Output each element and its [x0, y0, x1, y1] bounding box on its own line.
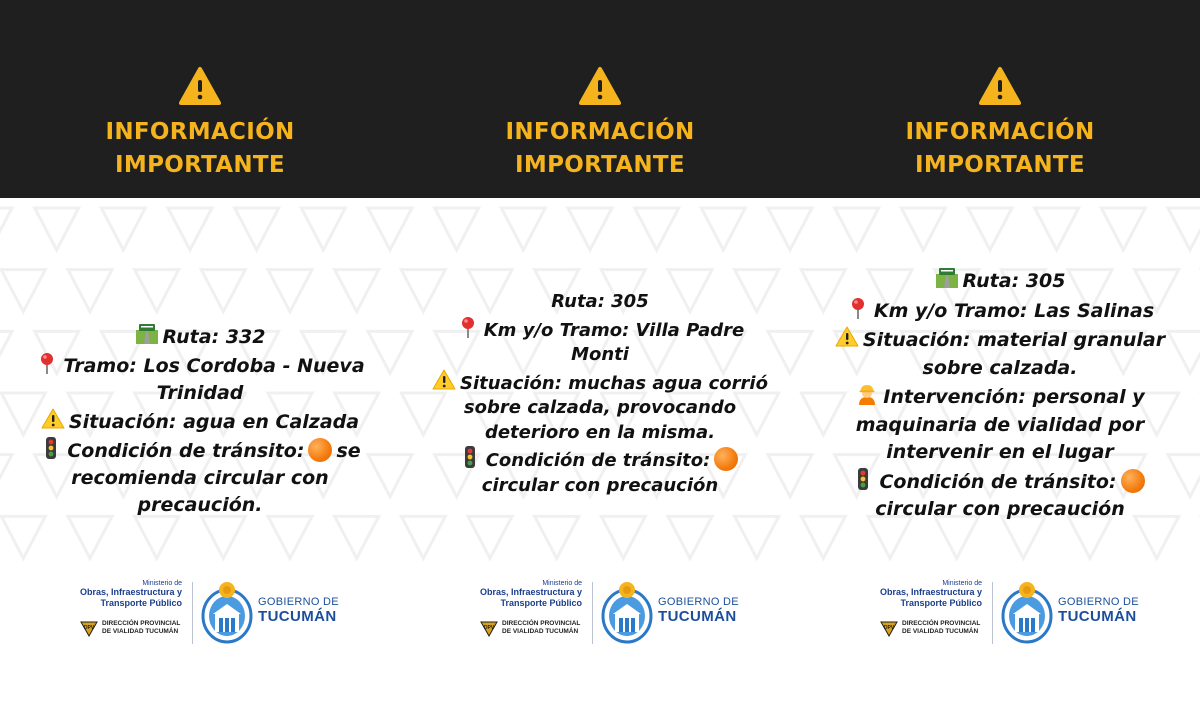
info-line: [0, 436, 400, 465]
info-line: [0, 407, 400, 436]
info-line: [400, 290, 800, 315]
dpv-watermark-mark: [101, 208, 145, 250]
dpv-watermark-mark: [701, 208, 745, 250]
road-info-text: [400, 290, 800, 498]
info-line: [400, 315, 800, 344]
info-line: [400, 421, 800, 446]
info-card-3: [800, 0, 1200, 714]
dpv-watermark-mark: [301, 208, 345, 250]
dpv-watermark-mark: [335, 270, 379, 312]
info-line-text: Ruta: 305: [551, 291, 649, 312]
dpv-watermark-mark: [335, 516, 379, 558]
footer-divider: [192, 582, 193, 644]
svg-text:DPV: DPV: [883, 625, 895, 631]
info-card-1: [0, 0, 400, 714]
info-line: [800, 296, 1200, 326]
info-line-text: sobre calzada.: [922, 356, 1078, 379]
dpv-watermark-mark: [601, 516, 645, 558]
construction-worker-icon: [855, 382, 879, 406]
warning-icon: [41, 407, 65, 431]
dpv-name-line1: DIRECCIÓN PROVINCIAL: [102, 620, 181, 627]
tucuman-shield-icon: [1000, 578, 1054, 644]
dpv-watermark-mark: [468, 516, 512, 558]
round-pushpin-icon: [456, 315, 480, 339]
round-pushpin-icon: [35, 351, 59, 375]
orange-circle-icon: [1121, 469, 1145, 493]
info-line: [0, 322, 400, 351]
dpv-watermark-mark: [668, 516, 712, 558]
warning-icon: [179, 66, 221, 106]
dpv-watermark-mark: [68, 270, 112, 312]
ministry-block: [462, 580, 582, 609]
footer-divider: [992, 582, 993, 644]
dpv-watermark-mark: [68, 516, 112, 558]
info-line-text: sobre calzada, provocando: [463, 397, 737, 418]
government-footer: [800, 576, 1200, 646]
dpv-watermark-mark: [435, 208, 479, 250]
orange-circle-icon: [714, 447, 738, 471]
road-info-text: [0, 322, 400, 519]
dpv-name: [102, 620, 180, 636]
header-title-line1: INFORMACIÓN: [105, 119, 295, 145]
dpv-name-line2: DE VIALIDAD TUCUMÁN: [502, 628, 579, 635]
info-line-text: circular con precaución: [875, 498, 1125, 520]
ministry-small-label: Ministerio de: [142, 580, 182, 587]
dpv-watermark-mark: [268, 270, 312, 312]
dpv-watermark-mark: [1035, 208, 1079, 250]
info-line-text: recomienda circular con: [71, 467, 329, 489]
dpv-watermark-mark: [268, 516, 312, 558]
dpv-watermark-mark: [1, 516, 45, 558]
header-title-line1: INFORMACIÓN: [505, 119, 695, 145]
dpv-watermark-mark: [835, 208, 879, 250]
dpv-watermark-mark: [235, 208, 279, 250]
ministry-name-line2: Transporte Público: [100, 598, 182, 608]
dpv-watermark-mark: [168, 208, 212, 250]
info-line: [800, 439, 1200, 467]
info-line-text: Km y/o Tramo: Las Salinas: [873, 299, 1155, 322]
government-footer: [400, 576, 800, 646]
info-line: [800, 382, 1200, 412]
ministry-name-line2: Transporte Público: [500, 598, 582, 608]
motorway-icon: [935, 266, 959, 290]
government-label: GOBIERNO DE: [258, 596, 339, 608]
dpv-watermark-mark: [568, 208, 612, 250]
dpv-watermark-mark: [368, 208, 400, 250]
dpv-watermark-mark: [35, 208, 79, 250]
dpv-name: [502, 620, 580, 636]
info-line-text: Condición de tránsito:: [67, 440, 305, 462]
ministry-name-line1: Obras, Infraestructura y: [79, 587, 182, 597]
info-line: [400, 474, 800, 499]
info-line-text: Situación: material granular: [862, 329, 1166, 351]
government-name: [258, 596, 339, 626]
info-line: [800, 412, 1200, 440]
dpv-watermark-mark: [201, 516, 245, 558]
ministry-name-line1: Obras, Infraestructura y: [879, 587, 982, 597]
vertical-traffic-light-icon: [39, 436, 63, 460]
card-header: [400, 0, 800, 198]
info-line-text: Situación: agua en Calzada: [68, 411, 360, 433]
government-label: GOBIERNO DE: [1058, 596, 1139, 608]
info-line-text: Km y/o Tramo: Villa Padre: [483, 319, 745, 341]
ministry-small-label: Ministerio de: [542, 580, 582, 587]
card-header: [0, 0, 400, 198]
info-line: [800, 325, 1200, 355]
header-title-line1: INFORMACIÓN: [905, 119, 1095, 145]
province-name: TUCUMÁN: [258, 608, 337, 625]
orange-circle-icon: [308, 438, 332, 462]
info-line-text: Tramo: Los Cordoba - Nueva: [63, 355, 365, 377]
dpv-watermark-mark: [135, 516, 179, 558]
tucuman-shield-icon: [600, 578, 654, 644]
dpv-watermark-mark: [135, 270, 179, 312]
dpv-name-line2: DE VIALIDAD TUCUMÁN: [902, 628, 979, 635]
info-line: [400, 445, 800, 474]
info-line: [0, 492, 400, 519]
government-footer: [0, 576, 400, 646]
info-line: [800, 355, 1200, 383]
info-line: [800, 266, 1200, 296]
ministry-block: [62, 580, 182, 609]
dpv-watermark-mark: [968, 208, 1012, 250]
info-line-text: circular con precaución: [481, 474, 719, 496]
info-line-text-after: se: [336, 440, 361, 462]
info-line-text: intervenir en el lugar: [886, 441, 1114, 463]
province-name: TUCUMÁN: [658, 608, 737, 625]
dpv-name-line2: DE VIALIDAD TUCUMÁN: [102, 628, 179, 635]
dpv-name: [902, 620, 980, 636]
info-line: [0, 465, 400, 492]
info-line: [800, 467, 1200, 497]
info-line-text: Situación: muchas agua corrió: [460, 372, 768, 394]
warning-icon: [979, 66, 1021, 106]
road-info-text: [800, 266, 1200, 524]
dpv-watermark-mark: [535, 516, 579, 558]
dpv-watermark-mark: [1168, 208, 1200, 250]
dpv-logo-icon: [880, 621, 898, 637]
ministry-name-line1: Obras, Infraestructura y: [479, 587, 582, 597]
info-line: [400, 343, 800, 368]
info-line-text: Intervención: personal y: [883, 386, 1145, 408]
card-header: [800, 0, 1200, 198]
info-line-text: maquinaria de vialidad por: [855, 413, 1145, 436]
dpv-watermark-mark: [401, 516, 445, 558]
dpv-block: [480, 620, 590, 640]
svg-text:DPV: DPV: [483, 625, 495, 631]
dpv-watermark-mark: [1101, 208, 1145, 250]
dpv-watermark-mark: [800, 208, 812, 250]
header-title-line2: IMPORTANTE: [115, 152, 285, 178]
footer-divider: [592, 582, 593, 644]
government-label: GOBIERNO DE: [658, 596, 739, 608]
vertical-traffic-light-icon: [458, 445, 482, 469]
ministry-small-label: Ministerio de: [942, 580, 982, 587]
info-line: [400, 368, 800, 397]
government-name: [1058, 596, 1139, 626]
dpv-watermark-mark: [768, 208, 800, 250]
dpv-watermark-mark: [201, 270, 245, 312]
tucuman-shield-icon: [200, 578, 254, 644]
dpv-watermark-mark: [735, 516, 779, 558]
dpv-watermark-mark: [901, 208, 945, 250]
info-card-2: [400, 0, 800, 714]
round-pushpin-icon: [846, 296, 870, 320]
warning-icon: [835, 325, 859, 349]
dpv-name-line1: DIRECCIÓN PROVINCIAL: [502, 620, 581, 627]
info-line-text: Ruta: 332: [162, 326, 266, 348]
dpv-name-line1: DIRECCIÓN PROVINCIAL: [902, 620, 981, 627]
info-line-text: Ruta: 305: [962, 270, 1066, 292]
government-name: [658, 596, 739, 626]
info-line: [0, 351, 400, 380]
info-line-text: Condición de tránsito:: [485, 450, 711, 471]
info-line-text: precaución.: [137, 494, 263, 516]
header-title-line2: IMPORTANTE: [915, 152, 1085, 178]
province-name: TUCUMÁN: [1058, 608, 1137, 625]
warning-icon: [579, 66, 621, 106]
dpv-watermark-mark: [501, 208, 545, 250]
dpv-logo-icon: [480, 621, 498, 637]
dpv-watermark-mark: [1, 270, 45, 312]
info-line: [800, 496, 1200, 524]
dpv-block: [880, 620, 990, 640]
info-line: [0, 380, 400, 407]
info-line-text: Trinidad: [156, 382, 244, 404]
ministry-name-line2: Transporte Público: [900, 598, 982, 608]
vertical-traffic-light-icon: [851, 467, 875, 491]
info-line: [400, 396, 800, 421]
dpv-watermark-mark: [400, 208, 412, 250]
info-line-text: deterioro en la misma.: [484, 421, 716, 443]
svg-text:DPV: DPV: [83, 625, 95, 631]
dpv-watermark-mark: [635, 208, 679, 250]
ministry-block: [862, 580, 982, 609]
header-title-line2: IMPORTANTE: [515, 152, 685, 178]
info-line-text: Condición de tránsito:: [879, 470, 1117, 493]
warning-icon: [432, 368, 456, 392]
info-line-text: Monti: [571, 344, 629, 365]
dpv-logo-icon: [80, 621, 98, 637]
dpv-block: [80, 620, 190, 640]
motorway-icon: [135, 322, 159, 346]
dpv-watermark-mark: [0, 208, 12, 250]
